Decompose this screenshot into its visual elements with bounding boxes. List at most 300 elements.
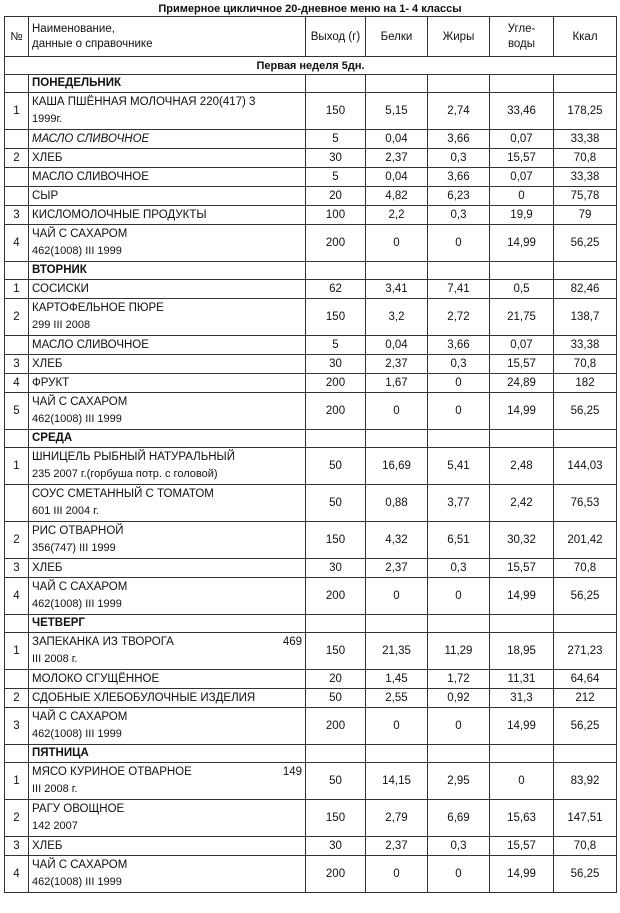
- yield-value: 30: [306, 559, 366, 578]
- empty-cell: [490, 745, 554, 763]
- protein-value: 14,15: [366, 763, 428, 800]
- empty-cell: [366, 75, 428, 93]
- yield-value: 150: [306, 299, 366, 336]
- dish-name-cell: [29, 225, 306, 262]
- row-num: 3: [5, 355, 29, 374]
- kcal-value: 201,42: [554, 522, 617, 559]
- dish-name-cell: [29, 448, 306, 485]
- row-num: 1: [5, 280, 29, 299]
- row-num: 2: [5, 299, 29, 336]
- table-row: [5, 689, 617, 708]
- table-row: [5, 355, 617, 374]
- table-row: [5, 485, 617, 522]
- yield-value: 50: [306, 448, 366, 485]
- fat-value: 11,29: [428, 633, 490, 670]
- carbs-value: 30,32: [490, 522, 554, 559]
- table-row: [5, 187, 617, 206]
- table-row: [5, 393, 617, 430]
- dish-reference: 299 III 2008: [32, 319, 91, 331]
- page-title: Примерное цикличное 20-дневное меню на 1- 4 классы: [158, 3, 462, 15]
- kcal-value: 56,25: [554, 225, 617, 262]
- carbs-value: 0,07: [490, 336, 554, 355]
- protein-value: 0,04: [366, 130, 428, 149]
- fat-value: 2,95: [428, 763, 490, 800]
- yield-value: 50: [306, 485, 366, 522]
- fat-value: 0,3: [428, 206, 490, 225]
- empty-cell: [366, 615, 428, 633]
- row-num: [5, 670, 29, 689]
- kcal-value: 70,8: [554, 355, 617, 374]
- dish-name-cell: [29, 355, 306, 374]
- fat-value: 1,72: [428, 670, 490, 689]
- table-row: [5, 168, 617, 187]
- table-row: [5, 708, 617, 745]
- protein-value: 2,37: [366, 559, 428, 578]
- dish-name: ХЛЕБ: [32, 561, 63, 574]
- yield-value: 150: [306, 93, 366, 130]
- fat-value: 3,66: [428, 168, 490, 187]
- carbs-value: 18,95: [490, 633, 554, 670]
- dish-reference: 462(1008) III 1999: [32, 245, 122, 257]
- empty-cell: [366, 430, 428, 448]
- fat-value: 0,3: [428, 559, 490, 578]
- yield-value: 200: [306, 393, 366, 430]
- row-num: [5, 187, 29, 206]
- dish-reference: 462(1008) III 1999: [32, 876, 122, 888]
- protein-value: 0: [366, 393, 428, 430]
- dish-name: СДОБНЫЕ ХЛЕБОБУЛОЧНЫЕ ИЗДЕЛИЯ: [32, 691, 256, 704]
- day-name: ПОНЕДЕЛЬНИК: [29, 75, 306, 93]
- day-name: СРЕДА: [29, 430, 306, 448]
- empty-cell: [428, 262, 490, 280]
- fat-value: 5,41: [428, 448, 490, 485]
- dish-name: РИС ОТВАРНОЙ: [32, 525, 124, 537]
- empty-cell: [554, 75, 617, 93]
- week-row: [5, 57, 617, 75]
- fat-value: 7,41: [428, 280, 490, 299]
- yield-value: 200: [306, 374, 366, 393]
- dish-name-cell: [29, 149, 306, 168]
- yield-value: 5: [306, 336, 366, 355]
- protein-value: 1,45: [366, 670, 428, 689]
- empty-cell: [554, 615, 617, 633]
- row-num: 1: [5, 633, 29, 670]
- yield-value: 200: [306, 225, 366, 262]
- dish-name-cell: [29, 522, 306, 559]
- carbs-value: 0,07: [490, 130, 554, 149]
- row-num: 3: [5, 206, 29, 225]
- row-num: [5, 615, 29, 633]
- carbs-value: 0: [490, 187, 554, 206]
- empty-cell: [428, 745, 490, 763]
- empty-cell: [554, 745, 617, 763]
- carbs-value: 14,99: [490, 856, 554, 893]
- dish-name-cell: [29, 393, 306, 430]
- menu-table: [4, 16, 617, 893]
- fat-value: 0,92: [428, 689, 490, 708]
- protein-value: 21,35: [366, 633, 428, 670]
- dish-name: ЧАЙ С САХАРОМ: [32, 581, 128, 593]
- kcal-value: 70,8: [554, 837, 617, 856]
- row-num: 2: [5, 522, 29, 559]
- dish-reference: 1999г.: [32, 113, 63, 125]
- table-row: [5, 225, 617, 262]
- row-num: 2: [5, 149, 29, 168]
- kcal-value: 138,7: [554, 299, 617, 336]
- protein-value: 1,67: [366, 374, 428, 393]
- empty-cell: [428, 430, 490, 448]
- dish-name: СОСИСКИ: [32, 282, 89, 295]
- dish-reference: 601 III 2004 г.: [32, 505, 99, 517]
- week-label: Первая неделя 5дн.: [5, 57, 617, 75]
- day-row: [5, 262, 617, 280]
- dish-name: ХЛЕБ: [32, 151, 63, 164]
- protein-value: 0,88: [366, 485, 428, 522]
- kcal-value: 56,25: [554, 708, 617, 745]
- table-row: [5, 130, 617, 149]
- carbs-value: 33,46: [490, 93, 554, 130]
- carbs-value: 15,57: [490, 355, 554, 374]
- table-row: [5, 448, 617, 485]
- carbs-value: 24,89: [490, 374, 554, 393]
- dish-name-cell: [29, 763, 306, 800]
- yield-value: 5: [306, 168, 366, 187]
- protein-value: 2,2: [366, 206, 428, 225]
- row-num: 2: [5, 800, 29, 837]
- dish-code: 469: [282, 636, 302, 648]
- dish-reference: III 2008 г.: [32, 783, 78, 795]
- carbs-value: 19,9: [490, 206, 554, 225]
- carbs-value: 21,75: [490, 299, 554, 336]
- day-name: ПЯТНИЦА: [29, 745, 306, 763]
- carbs-value: 14,99: [490, 393, 554, 430]
- protein-value: 2,37: [366, 355, 428, 374]
- empty-cell: [366, 745, 428, 763]
- row-num: 5: [5, 393, 29, 430]
- dish-name: ФРУКТ: [32, 376, 70, 389]
- dish-name-cell: [29, 578, 306, 615]
- table-row: [5, 578, 617, 615]
- kcal-value: 212: [554, 689, 617, 708]
- kcal-value: 56,25: [554, 393, 617, 430]
- dish-name-cell: [29, 374, 306, 393]
- dish-reference: 356(747) III 1999: [32, 542, 116, 554]
- carbs-value: 0: [490, 763, 554, 800]
- header-name-line1: Наименование,: [32, 22, 115, 35]
- fat-value: 2,72: [428, 299, 490, 336]
- header-row: [5, 17, 617, 57]
- protein-value: 0: [366, 578, 428, 615]
- yield-value: 5: [306, 130, 366, 149]
- table-row: [5, 206, 617, 225]
- empty-cell: [306, 745, 366, 763]
- header-name: [29, 17, 306, 57]
- dish-name-cell: [29, 130, 306, 149]
- kcal-value: 75,78: [554, 187, 617, 206]
- table-row: [5, 93, 617, 130]
- table-row: [5, 299, 617, 336]
- empty-cell: [554, 430, 617, 448]
- dish-name: КИСЛОМОЛОЧНЫЕ ПРОДУКТЫ: [32, 208, 207, 221]
- dish-name: ЗАПЕКАНКА ИЗ ТВОРОГА: [32, 636, 174, 648]
- kcal-value: 56,25: [554, 856, 617, 893]
- day-name: ЧЕТВЕРГ: [29, 615, 306, 633]
- dish-name-cell: [29, 708, 306, 745]
- dish-name-cell: [29, 633, 306, 670]
- empty-cell: [428, 615, 490, 633]
- table-row: [5, 280, 617, 299]
- protein-value: 2,37: [366, 837, 428, 856]
- row-num: 4: [5, 374, 29, 393]
- dish-name: МАСЛО СЛИВОЧНОЕ: [32, 338, 149, 351]
- header-carbs: [490, 17, 554, 57]
- fat-value: 0: [428, 708, 490, 745]
- carbs-value: 0,5: [490, 280, 554, 299]
- carbs-value: 2,42: [490, 485, 554, 522]
- dish-name-cell: [29, 856, 306, 893]
- fat-value: 3,66: [428, 336, 490, 355]
- fat-value: 0,3: [428, 149, 490, 168]
- row-num: 4: [5, 578, 29, 615]
- protein-value: 2,79: [366, 800, 428, 837]
- row-num: 1: [5, 93, 29, 130]
- row-num: [5, 168, 29, 187]
- header-name-line2: данные о справочнике: [32, 37, 153, 50]
- dish-name-cell: [29, 670, 306, 689]
- protein-value: 2,37: [366, 149, 428, 168]
- carbs-value: 15,57: [490, 559, 554, 578]
- dish-name: ШНИЦЕЛЬ РЫБНЫЙ НАТУРАЛЬНЫЙ: [32, 451, 235, 463]
- fat-value: 6,51: [428, 522, 490, 559]
- carbs-value: 11,31: [490, 670, 554, 689]
- dish-name-cell: [29, 299, 306, 336]
- yield-value: 150: [306, 522, 366, 559]
- header-fat: Жиры: [428, 17, 490, 57]
- carbs-value: 14,99: [490, 225, 554, 262]
- menu-body: [5, 57, 617, 893]
- protein-value: 0,04: [366, 168, 428, 187]
- table-row: [5, 763, 617, 800]
- kcal-value: 182: [554, 374, 617, 393]
- carbs-value: 15,57: [490, 837, 554, 856]
- carbs-value: 15,63: [490, 800, 554, 837]
- fat-value: 0: [428, 393, 490, 430]
- carbs-value: 2,48: [490, 448, 554, 485]
- fat-value: 2,74: [428, 93, 490, 130]
- yield-value: 200: [306, 578, 366, 615]
- yield-value: 200: [306, 708, 366, 745]
- kcal-value: 70,8: [554, 559, 617, 578]
- empty-cell: [306, 262, 366, 280]
- yield-value: 30: [306, 355, 366, 374]
- header-carbs-line1: Угле-: [507, 22, 536, 35]
- protein-value: 0: [366, 856, 428, 893]
- yield-value: 30: [306, 149, 366, 168]
- dish-name-cell: [29, 800, 306, 837]
- kcal-value: 76,53: [554, 485, 617, 522]
- kcal-value: 33,38: [554, 130, 617, 149]
- dish-name-cell: [29, 280, 306, 299]
- carbs-value: 14,99: [490, 708, 554, 745]
- protein-value: 3,41: [366, 280, 428, 299]
- dish-name: МАСЛО СЛИВОЧНОЕ: [32, 170, 149, 183]
- kcal-value: 64,64: [554, 670, 617, 689]
- fat-value: 0: [428, 856, 490, 893]
- table-row: [5, 800, 617, 837]
- dish-name: ЧАЙ С САХАРОМ: [32, 859, 128, 871]
- row-num: [5, 430, 29, 448]
- empty-cell: [428, 75, 490, 93]
- row-num: 3: [5, 559, 29, 578]
- dish-name: ЧАЙ С САХАРОМ: [32, 396, 128, 408]
- dish-reference: 142 2007: [32, 820, 78, 832]
- row-num: [5, 75, 29, 93]
- day-row: [5, 745, 617, 763]
- empty-cell: [554, 262, 617, 280]
- carbs-value: 0,07: [490, 168, 554, 187]
- dish-name: ЧАЙ С САХАРОМ: [32, 711, 128, 723]
- header-protein: Белки: [366, 17, 428, 57]
- dish-name-cell: [29, 837, 306, 856]
- row-num: 4: [5, 225, 29, 262]
- kcal-value: 178,25: [554, 93, 617, 130]
- kcal-value: 271,23: [554, 633, 617, 670]
- fat-value: 6,23: [428, 187, 490, 206]
- kcal-value: 147,51: [554, 800, 617, 837]
- table-row: [5, 522, 617, 559]
- table-row: [5, 149, 617, 168]
- dish-name: ХЛЕБ: [32, 839, 63, 852]
- kcal-value: 83,92: [554, 763, 617, 800]
- table-row: [5, 856, 617, 893]
- kcal-value: 144,03: [554, 448, 617, 485]
- fat-value: 6,69: [428, 800, 490, 837]
- protein-value: 0,04: [366, 336, 428, 355]
- dish-name-cell: [29, 559, 306, 578]
- row-num: 1: [5, 448, 29, 485]
- fat-value: 0: [428, 225, 490, 262]
- dish-name-cell: [29, 206, 306, 225]
- table-row: [5, 374, 617, 393]
- yield-value: 200: [306, 856, 366, 893]
- yield-value: 50: [306, 689, 366, 708]
- dish-reference: 235 2007 г.(горбуша потр. с головой): [32, 468, 218, 480]
- empty-cell: [490, 430, 554, 448]
- kcal-value: 82,46: [554, 280, 617, 299]
- dish-reference: 462(1008) III 1999: [32, 413, 122, 425]
- protein-value: 2,55: [366, 689, 428, 708]
- dish-reference: 462(1008) III 1999: [32, 598, 122, 610]
- yield-value: 30: [306, 837, 366, 856]
- kcal-value: 79: [554, 206, 617, 225]
- empty-cell: [366, 262, 428, 280]
- empty-cell: [306, 430, 366, 448]
- dish-name-cell: [29, 336, 306, 355]
- dish-name: МАСЛО СЛИВОЧНОЕ: [32, 132, 150, 145]
- header-yield: Выход (г): [306, 17, 366, 57]
- protein-value: 16,69: [366, 448, 428, 485]
- dish-name: СОУС СМЕТАННЫЙ С ТОМАТОМ: [32, 488, 214, 500]
- protein-value: 5,15: [366, 93, 428, 130]
- fat-value: 0: [428, 578, 490, 615]
- row-num: [5, 745, 29, 763]
- row-num: 4: [5, 856, 29, 893]
- dish-name: СЫР: [32, 189, 59, 202]
- header-num: №: [5, 17, 29, 57]
- row-num: [5, 336, 29, 355]
- carbs-value: 31,3: [490, 689, 554, 708]
- carbs-value: 14,99: [490, 578, 554, 615]
- day-row: [5, 430, 617, 448]
- fat-value: 0: [428, 374, 490, 393]
- yield-value: 150: [306, 633, 366, 670]
- table-row: [5, 633, 617, 670]
- header-carbs-line2: воды: [507, 37, 536, 50]
- yield-value: 150: [306, 800, 366, 837]
- empty-cell: [490, 615, 554, 633]
- row-num: 1: [5, 763, 29, 800]
- fat-value: 0,3: [428, 837, 490, 856]
- day-row: [5, 615, 617, 633]
- carbs-value: 15,57: [490, 149, 554, 168]
- dish-code: 149: [282, 766, 302, 778]
- yield-value: 100: [306, 206, 366, 225]
- dish-reference: III 2008 г.: [32, 653, 78, 665]
- fat-value: 3,77: [428, 485, 490, 522]
- header-kcal: Ккал: [554, 17, 617, 57]
- dish-name: РАГУ ОВОЩНОЕ: [32, 803, 125, 815]
- dish-name: КАРТОФЕЛЬНОЕ ПЮРЕ: [32, 302, 164, 314]
- table-row: [5, 670, 617, 689]
- row-num: [5, 130, 29, 149]
- row-num: 3: [5, 837, 29, 856]
- dish-name-cell: [29, 689, 306, 708]
- row-num: [5, 262, 29, 280]
- fat-value: 3,66: [428, 130, 490, 149]
- day-row: [5, 75, 617, 93]
- protein-value: 4,82: [366, 187, 428, 206]
- empty-cell: [490, 75, 554, 93]
- table-row: [5, 559, 617, 578]
- row-num: 2: [5, 689, 29, 708]
- empty-cell: [306, 75, 366, 93]
- protein-value: 0: [366, 708, 428, 745]
- day-name: ВТОРНИК: [29, 262, 306, 280]
- dish-name: ЧАЙ С САХАРОМ: [32, 228, 128, 240]
- kcal-value: 33,38: [554, 336, 617, 355]
- table-row: [5, 336, 617, 355]
- table-row: [5, 837, 617, 856]
- protein-value: 4,32: [366, 522, 428, 559]
- kcal-value: 33,38: [554, 168, 617, 187]
- dish-name: МОЛОКО СГУЩЁННОЕ: [32, 672, 160, 685]
- protein-value: 3,2: [366, 299, 428, 336]
- empty-cell: [306, 615, 366, 633]
- protein-value: 0: [366, 225, 428, 262]
- dish-name: КАША ПШЁННАЯ МОЛОЧНАЯ 220(417) 3: [32, 96, 256, 108]
- row-num: 3: [5, 708, 29, 745]
- kcal-value: 56,25: [554, 578, 617, 615]
- empty-cell: [490, 262, 554, 280]
- dish-reference: 462(1008) III 1999: [32, 728, 122, 740]
- kcal-value: 70,8: [554, 149, 617, 168]
- yield-value: 62: [306, 280, 366, 299]
- dish-name-cell: [29, 187, 306, 206]
- dish-name-cell: [29, 485, 306, 522]
- dish-name-cell: [29, 168, 306, 187]
- yield-value: 50: [306, 763, 366, 800]
- row-num: [5, 485, 29, 522]
